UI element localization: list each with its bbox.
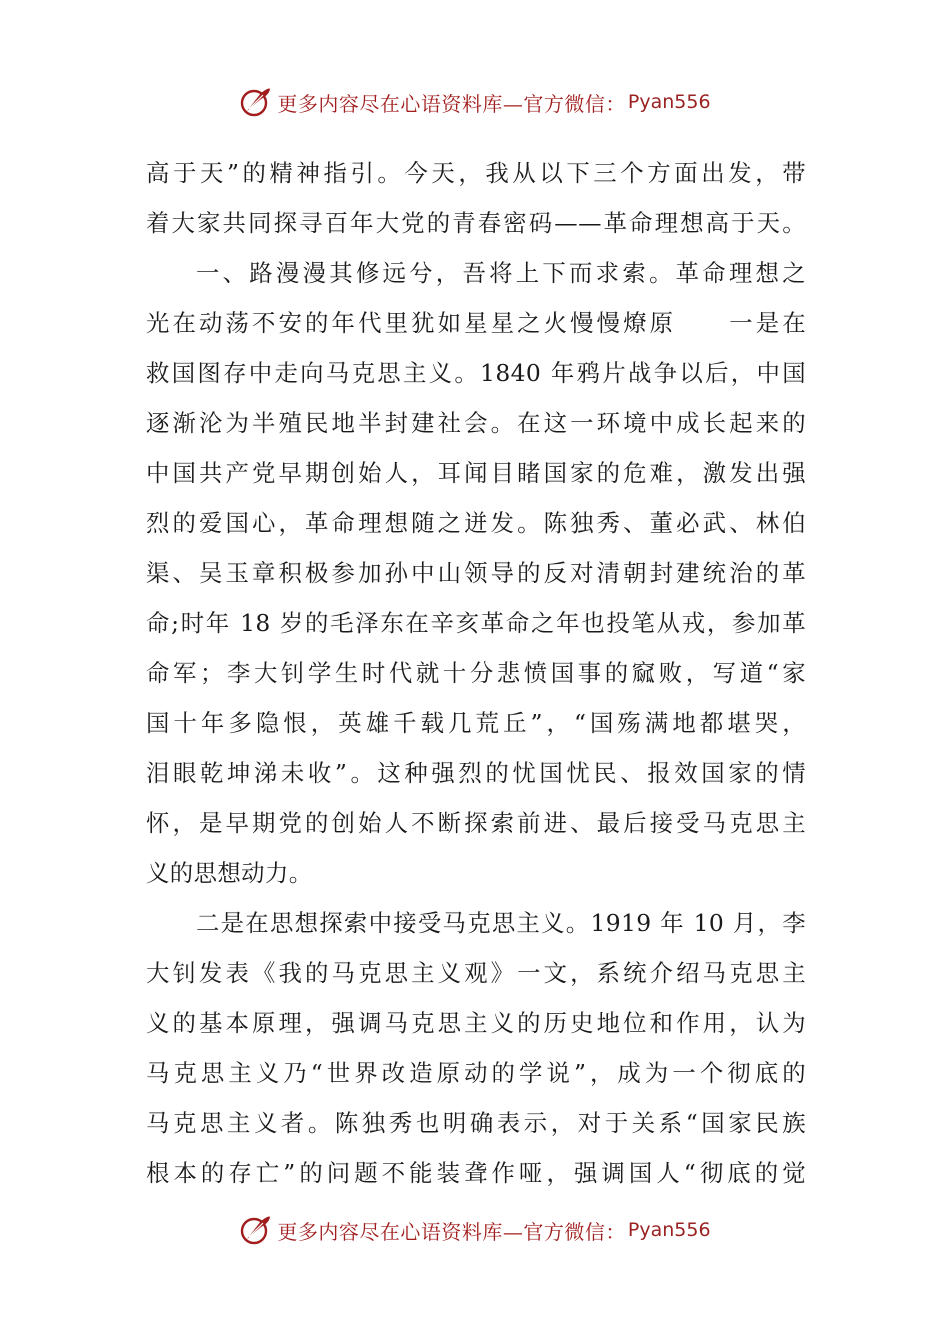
feather-pen-logo-icon [239, 1213, 273, 1247]
header-brand-text: 更多内容尽在心语资料库—官方微信： [277, 91, 626, 116]
text-line: 命;时年 18 岁的毛泽东在辛亥革命之年也投笔从戎，参加革 [146, 609, 806, 637]
text-line: 马克思主义者。陈独秀也明确表示，对于关系“国家民族 [146, 1109, 806, 1137]
text-line: 二是在思想探索中接受马克思主义。1919 年 10 月，李 [196, 909, 806, 937]
text-line: 马克思主义乃“世界改造原动的学说”，成为一个彻底的 [146, 1059, 806, 1087]
text-line: 一、路漫漫其修远兮，吾将上下而求索。革命理想之 [196, 259, 806, 287]
footer-brand-text: 更多内容尽在心语资料库—官方微信： [277, 1219, 626, 1244]
text-line: 义的思想动力。 [146, 859, 313, 887]
text-line: 光在动荡不安的年代里犹如星星之火慢慢燎原 一是在 [146, 309, 806, 337]
document-body [146, 148, 806, 1198]
text-line: 怀，是早期党的创始人不断探索前进、最后接受马克思主 [146, 809, 806, 837]
text-line: 中国共产党早期创始人，耳闻目睹国家的危难，激发出强 [146, 459, 806, 487]
footer-wechat-id: Pyan556 [627, 1219, 711, 1241]
footer-watermark [0, 1210, 950, 1250]
header-wechat-id: Pyan556 [627, 91, 711, 113]
text-line: 命军；李大钊学生时代就十分悲愤国事的窳败，写道“家 [146, 659, 806, 687]
text-line: 大钊发表《我的马克思主义观》一文，系统介绍马克思主 [146, 959, 806, 987]
text-line: 国十年多隐恨，英雄千载几荒丘”，“国殇满地都堪哭， [146, 709, 806, 737]
feather-pen-logo-icon [239, 85, 273, 119]
text-line: 泪眼乾坤涕未收”。这种强烈的忧国忧民、报效国家的情 [146, 759, 806, 787]
text-line: 渠、吴玉章积极参加孙中山领导的反对清朝封建统治的革 [146, 559, 806, 587]
text-line: 根本的存亡”的问题不能装聋作哑，强调国人“彻底的觉 [146, 1159, 806, 1187]
text-line: 高于天”的精神指引。今天，我从以下三个方面出发，带 [146, 159, 806, 187]
header-watermark [0, 82, 950, 122]
text-line: 烈的爱国心，革命理想随之迸发。陈独秀、董必武、林伯 [146, 509, 806, 537]
text-line: 着大家共同探寻百年大党的青春密码——革命理想高于天。 [146, 209, 806, 237]
text-line: 逐渐沦为半殖民地半封建社会。在这一环境中成长起来的 [146, 409, 806, 437]
text-line: 救国图存中走向马克思主义。1840 年鸦片战争以后，中国 [146, 359, 806, 387]
text-line: 义的基本原理，强调马克思主义的历史地位和作用，认为 [146, 1009, 806, 1037]
